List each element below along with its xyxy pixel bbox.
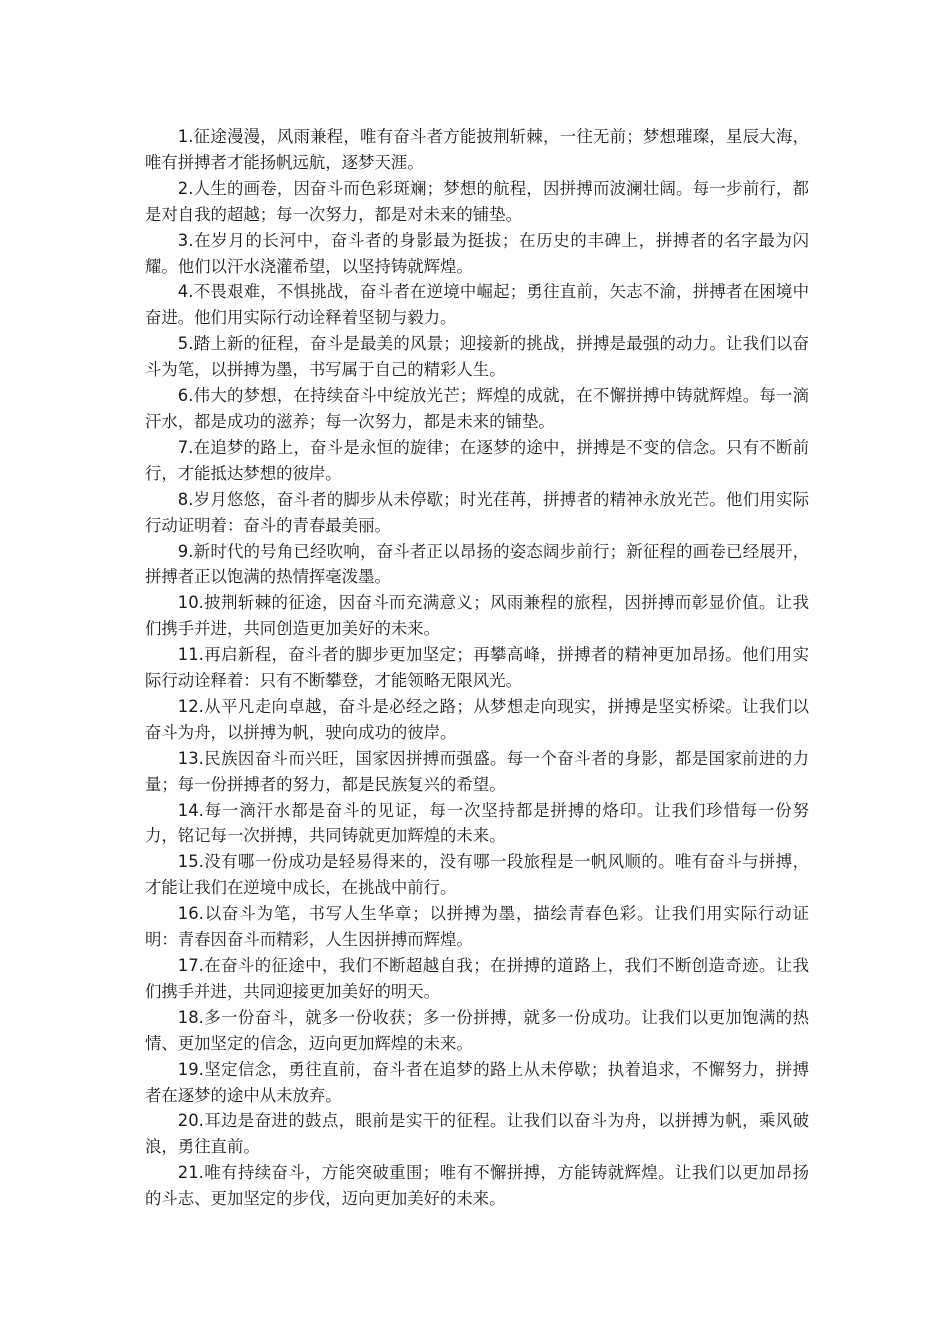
paragraph-1: 1.征途漫漫，风雨兼程，唯有奋斗者方能披荆斩棘，一往无前；梦想璀璨，星辰大海，唯有拼搏者才能扬帆远航，逐梦天涯。 bbox=[145, 127, 809, 172]
paragraph-11: 11.再启新程，奋斗者的脚步更加坚定；再攀高峰，拼搏者的精神更加昂扬。他们用实际行动诠释着：只有不断攀登，才能领略无限风光。 bbox=[145, 645, 809, 691]
paragraph-9: 9.新时代的号角已经吹响，奋斗者正以昂扬的姿态阔步前行；新征程的画卷已经展开，拼搏者正以饱满的热情挥毫泼墨。 bbox=[145, 541, 809, 587]
paragraph-10: 10.披荆斩棘的征途，因奋斗而充满意义；风雨兼程的旅程，因拼搏而彰显价值。让我们携手并进，共同创造更加美好的未来。 bbox=[145, 593, 809, 639]
paragraph-7: 7.在追梦的路上，奋斗是永恒的旋律；在逐梦的途中，拼搏是不变的信念。只有不断前行，才能抵达梦想的彼岸。 bbox=[145, 437, 809, 483]
paragraph-14: 14.每一滴汗水都是奋斗的见证，每一次坚持都是拼搏的烙印。让我们珍惜每一份努力，铭记每一次拼搏，共同铸就更加辉煌的未来。 bbox=[145, 800, 809, 846]
paragraph-13: 13.民族因奋斗而兴旺，国家因拼搏而强盛。每一个奋斗者的身影，都是国家前进的力量；每一份拼搏者的努力，都是民族复兴的希望。 bbox=[145, 748, 809, 794]
paragraph-2: 2.人生的画卷，因奋斗而色彩斑斓；梦想的航程，因拼搏而波澜壮阔。每一步前行，都是对自我的超越；每一次努力，都是对未来的铺垫。 bbox=[145, 178, 809, 224]
document-body bbox=[145, 124, 809, 1212]
paragraph-15: 15.没有哪一份成功是轻易得来的，没有哪一段旅程是一帆风顺的。唯有奋斗与拼搏，才能让我们在逆境中成长，在挑战中前行。 bbox=[145, 852, 809, 898]
paragraph-12: 12.从平凡走向卓越，奋斗是必经之路；从梦想走向现实，拼搏是坚实桥梁。让我们以奋斗为舟，以拼搏为帆，驶向成功的彼岸。 bbox=[145, 696, 809, 742]
paragraph-19: 19.坚定信念，勇往直前，奋斗者在追梦的路上从未停歇；执着追求，不懈努力，拼搏者在逐梦的途中从未放弃。 bbox=[145, 1059, 809, 1105]
paragraph-21: 21.唯有持续奋斗，方能突破重围；唯有不懈拼搏，方能铸就辉煌。让我们以更加昂扬的斗志、更加坚定的步伐，迈向更加美好的未来。 bbox=[145, 1163, 809, 1209]
paragraph-3: 3.在岁月的长河中，奋斗者的身影最为挺拔；在历史的丰碑上，拼搏者的名字最为闪耀。他们以汗水浇灌希望，以坚持铸就辉煌。 bbox=[145, 230, 809, 276]
paragraph-16: 16.以奋斗为笔，书写人生华章；以拼搏为墨，描绘青春色彩。让我们用实际行动证明：青春因奋斗而精彩，人生因拼搏而辉煌。 bbox=[145, 904, 809, 950]
paragraph-8: 8.岁月悠悠，奋斗者的脚步从未停歇；时光荏苒，拼搏者的精神永放光芒。他们用实际行动证明着：奋斗的青春最美丽。 bbox=[145, 489, 809, 535]
paragraph-5: 5.踏上新的征程，奋斗是最美的风景；迎接新的挑战，拼搏是最强的动力。让我们以奋斗为笔，以拼搏为墨，书写属于自己的精彩人生。 bbox=[145, 334, 809, 380]
paragraph-20: 20.耳边是奋进的鼓点，眼前是实干的征程。让我们以奋斗为舟，以拼搏为帆，乘风破浪，勇往直前。 bbox=[145, 1111, 809, 1157]
paragraph-6: 6.伟大的梦想，在持续奋斗中绽放光芒；辉煌的成就，在不懈拼搏中铸就辉煌。每一滴汗水，都是成功的滋养；每一次努力，都是未来的铺垫。 bbox=[145, 386, 809, 431]
paragraph-4: 4.不畏艰难，不惧挑战，奋斗者在逆境中崛起；勇往直前，矢志不渝，拼搏者在困境中奋进。他们用实际行动诠释着坚韧与毅力。 bbox=[145, 282, 809, 328]
paragraph-17: 17.在奋斗的征途中，我们不断超越自我；在拼搏的道路上，我们不断创造奇迹。让我们携手并进，共同迎接更加美好的明天。 bbox=[145, 956, 809, 1001]
paragraph-18: 18.多一份奋斗，就多一份收获；多一份拼搏，就多一份成功。让我们以更加饱满的热情、更加坚定的信念，迈向更加辉煌的未来。 bbox=[145, 1007, 809, 1053]
